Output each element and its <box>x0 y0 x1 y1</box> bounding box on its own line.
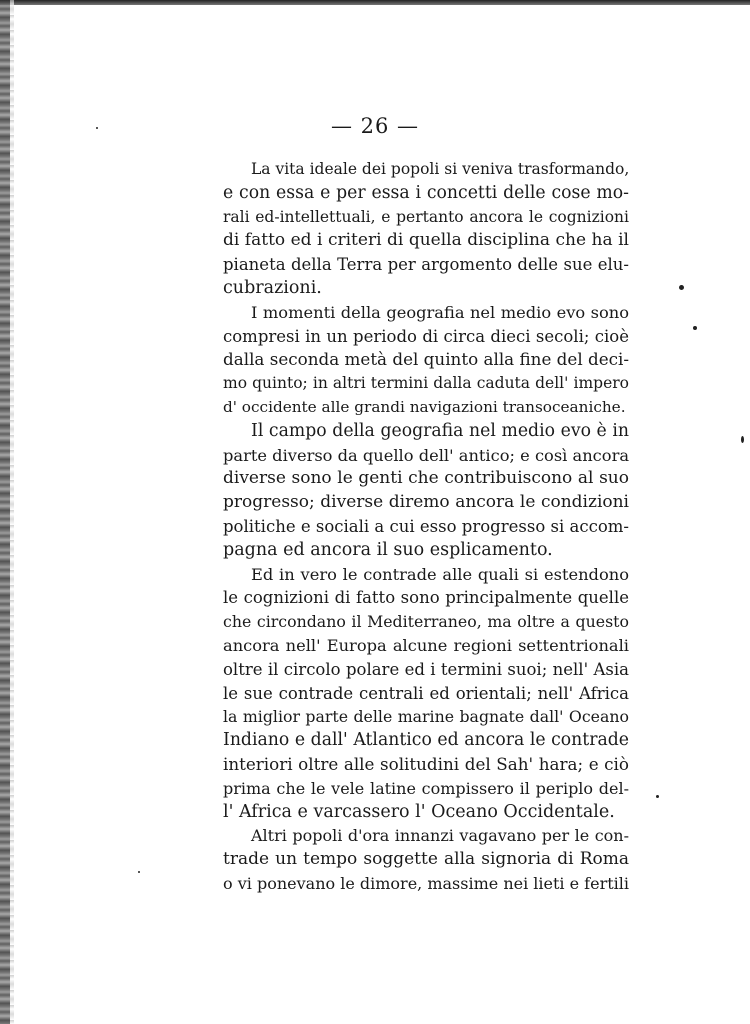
text-line: politiche e sociali a cui esso progresso si accom- <box>223 516 629 536</box>
text-line: Indiano e dall' Atlantico ed ancora le contrade <box>223 730 629 751</box>
text-line: e con essa e per essa i concetti delle cose mo- <box>223 182 629 203</box>
text-line: interiori oltre alle solitudini del Sah' hara; e ciò <box>223 753 629 774</box>
text-line: oltre il circolo polare ed i termini suoi; nell' Asia <box>223 659 629 679</box>
ink-speck <box>693 326 697 330</box>
text-line: l' Africa e varcassero l' Oceano Occidentale. <box>223 801 615 822</box>
text-line: progresso; diverse diremo ancora le condizioni <box>223 492 629 513</box>
scan-top-edge <box>0 0 750 5</box>
paragraph <box>223 420 629 563</box>
text-line: cubrazioni. <box>223 277 322 298</box>
text-line: Il campo della geografia nel medio evo è in <box>251 420 629 441</box>
ink-speck <box>656 795 659 798</box>
page-body <box>223 158 629 896</box>
text-line: prima che le vele latine compissero il periplo del- <box>223 778 629 798</box>
paragraph <box>223 824 629 895</box>
text-line: rali ed-intellettuali, e pertanto ancora le cognizioni <box>223 207 629 226</box>
text-line: ancora nell' Europa alcune regioni settentrionali <box>223 635 629 655</box>
text-line: mo quinto; in altri termini dalla caduta dell' impero <box>223 374 629 393</box>
paragraph <box>223 301 629 420</box>
text-line: trade un tempo soggette alla signoria di Roma <box>223 849 629 870</box>
text-line: la miglior parte delle marine bagnate dall' Oceano <box>223 707 629 727</box>
ink-speck <box>679 285 684 290</box>
text-line: pagna ed ancora il suo esplicamento. <box>223 539 553 560</box>
text-line: compresi in un periodo di circa dieci secoli; cioè <box>223 326 629 346</box>
page-number: — 26 — <box>330 114 420 138</box>
text-line: di fatto ed i criteri di quella disciplina che ha il <box>223 230 629 251</box>
text-line: parte diverso da quello dell' antico; e così ancora <box>223 445 630 465</box>
text-line: diverse sono le genti che contribuiscono al suo <box>223 468 629 489</box>
text-line: le sue contrade centrali ed orientali; nell' Africa <box>223 683 629 703</box>
text-line: o vi ponevano le dimore, massime nei lieti e fertili <box>223 873 629 893</box>
paragraph <box>223 158 629 301</box>
text-line: Altri popoli d'ora innanzi vagavano per le con- <box>251 826 629 846</box>
text-line: La vita ideale dei popoli si veniva trasformando, <box>251 160 630 178</box>
text-line: Ed in vero le contrade alle quali si estendono <box>251 564 629 584</box>
ink-speck <box>741 436 744 443</box>
text-line: dalla seconda metà del quinto alla fine del deci- <box>223 349 630 370</box>
text-line: le cognizioni di fatto sono principalmente quelle <box>223 588 629 608</box>
scan-left-edge <box>0 0 10 1024</box>
text-line: I momenti della geografia nel medio evo sono <box>251 302 629 322</box>
ink-speck <box>138 871 140 873</box>
text-line: che circondano il Mediterraneo, ma oltre a questo <box>223 612 629 632</box>
text-line: d' occidente alle grandi navigazioni transoceaniche. <box>223 397 626 416</box>
scan-left-edge-shadow <box>10 0 14 1024</box>
paragraph <box>223 563 629 825</box>
text-line: pianeta della Terra per argomento delle sue elu- <box>223 255 629 275</box>
